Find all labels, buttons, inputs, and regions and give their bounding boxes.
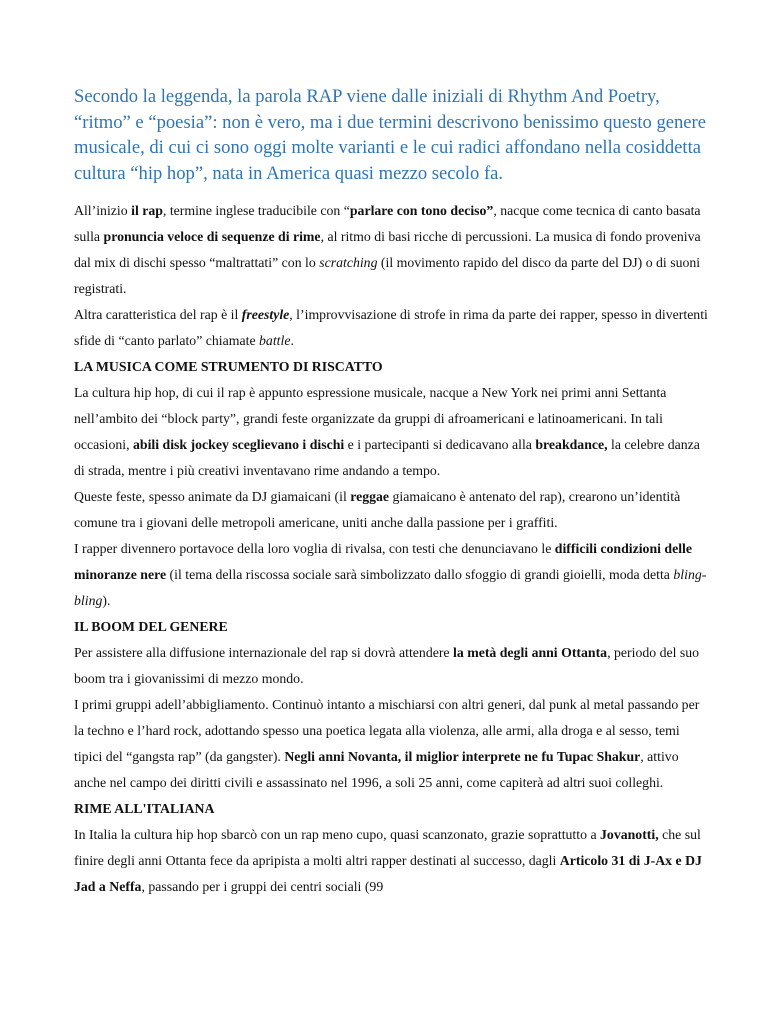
section-heading-riscatto: LA MUSICA COME STRUMENTO DI RISCATTO (74, 359, 383, 374)
bold-text: parlare con tono deciso” (349, 203, 494, 218)
paragraph-feste (74, 484, 708, 536)
bold-text: breakdance, (535, 437, 608, 452)
paragraph-freestyle (74, 302, 708, 354)
text: (il movimento rapido del disco da parte del DJ) o di suoni registrati. (74, 255, 701, 296)
text: . (290, 333, 294, 348)
italic-text: bling-bling (74, 567, 707, 608)
text: la celebre danza di strada, mentre i più creativi inventavano rime andando a tempo. (74, 437, 700, 478)
text: che sul finire degli anni Ottanta fece da apripista a molti altri rapper destinati al successo, dagli (74, 827, 701, 868)
text: , al ritmo di basi ricche di percussioni. La musica di fondo proveniva dal mix di dischi spesso “maltrattati” con lo (74, 229, 701, 270)
italic-text: battle (259, 333, 291, 348)
text: e i partecipanti si dedicavano alla (344, 437, 536, 452)
bold-text: Articolo 31 di J-Ax e DJ Jad a Neffa (74, 853, 702, 894)
bold-italic-text: freestyle (241, 307, 290, 322)
bold-text: Negli anni Novanta, il miglior interprete ne fu Tupac Shakur (284, 749, 641, 764)
text: giamaicano è antenato del rap), crearono un’identità comune tra i giovani delle metropoli americane, uniti anche dalla passione per i graffiti. (74, 489, 681, 530)
text: , periodo del suo boom tra i giovanissimi di mezzo mondo. (74, 645, 700, 686)
paragraph-hip-hop-culture (74, 380, 708, 484)
text: Per assistere alla diffusione internazionale del rap si dovrà attendere (74, 645, 454, 660)
text: All’inizio (74, 203, 132, 218)
section-heading-italiana: RIME ALL'ITALIANA (74, 801, 215, 816)
paragraph-primi-gruppi (74, 692, 708, 796)
text: , passando per i gruppi dei centri sociali (99 (141, 879, 384, 894)
intro-paragraph: Secondo la leggenda, la parola RAP viene dalle iniziali di Rhythm And Poetry, “ritmo” e “poesia”: non è vero, ma i due termini descrivono benissimo questo genere musicale, di cui ci sono oggi molte varianti e le cui radici affondano nella cosiddetta cultura “hip hop”, nata in America quasi mezzo secolo fa. (74, 86, 706, 184)
text: , nacque come tecnica di canto basata sulla (74, 203, 701, 244)
bold-text: la metà degli anni Ottanta (453, 645, 608, 660)
text: Altra caratteristica del rap è il (74, 307, 242, 322)
paragraph-italia (74, 822, 708, 900)
paragraph-rivalsa (74, 536, 708, 614)
text: La cultura hip hop, di cui il rap è appunto espressione musicale, nacque a New York nei primi anni Settanta nell’ambito dei “block party”, grandi feste organizzate da gruppi di afroamericani e latinoamericani. In tali occasioni, (74, 385, 667, 452)
paragraph-origins (74, 198, 708, 302)
text: ). (102, 593, 111, 608)
italic-text: scratching (319, 255, 378, 270)
bold-text: difficili condizioni delle minoranze nere (74, 541, 692, 582)
bold-text: abili disk jockey sceglievano i dischi (133, 437, 345, 452)
section-heading-boom: IL BOOM DEL GENERE (74, 619, 228, 634)
bold-text: il rap (131, 203, 163, 218)
text: , attivo anche nel campo dei diritti civili e assassinato nel 1996, a soli 25 anni, come capiterà ad altri suoi colleghi. (74, 749, 679, 790)
bold-text: Jovanotti, (600, 827, 659, 842)
text: , termine inglese traducibile con “ (162, 203, 350, 218)
text: Queste feste, spesso animate da DJ giamaicani (il (74, 489, 351, 504)
text: , l’improvvisazione di strofe in rima da parte dei rapper, spesso in divertenti sfide di “canto parlato” chiamate (74, 307, 708, 348)
bold-text: reggae (350, 489, 390, 504)
text: I primi gruppi adell’abbigliamento. Continuò intanto a mischiarsi con altri generi, dal punk al metal passando per la techno e l’hard rock, adottando spesso una poetica legata alla violenza, alle armi, alla droga e al sesso, temi tipici del “gangsta rap” (da gangster). (74, 697, 700, 764)
paragraph-diffusione (74, 640, 708, 692)
text: I rapper divennero portavoce della loro voglia di rivalsa, con testi che denunciavano le (74, 541, 555, 556)
text: In Italia la cultura hip hop sbarcò con un rap meno cupo, quasi scanzonato, grazie soprattutto a (74, 827, 601, 842)
text: (il tema della riscossa sociale sarà simbolizzato dallo sfoggio di grandi gioielli, moda detta (166, 567, 674, 582)
bold-text: pronuncia veloce di sequenze di rime (103, 229, 321, 244)
